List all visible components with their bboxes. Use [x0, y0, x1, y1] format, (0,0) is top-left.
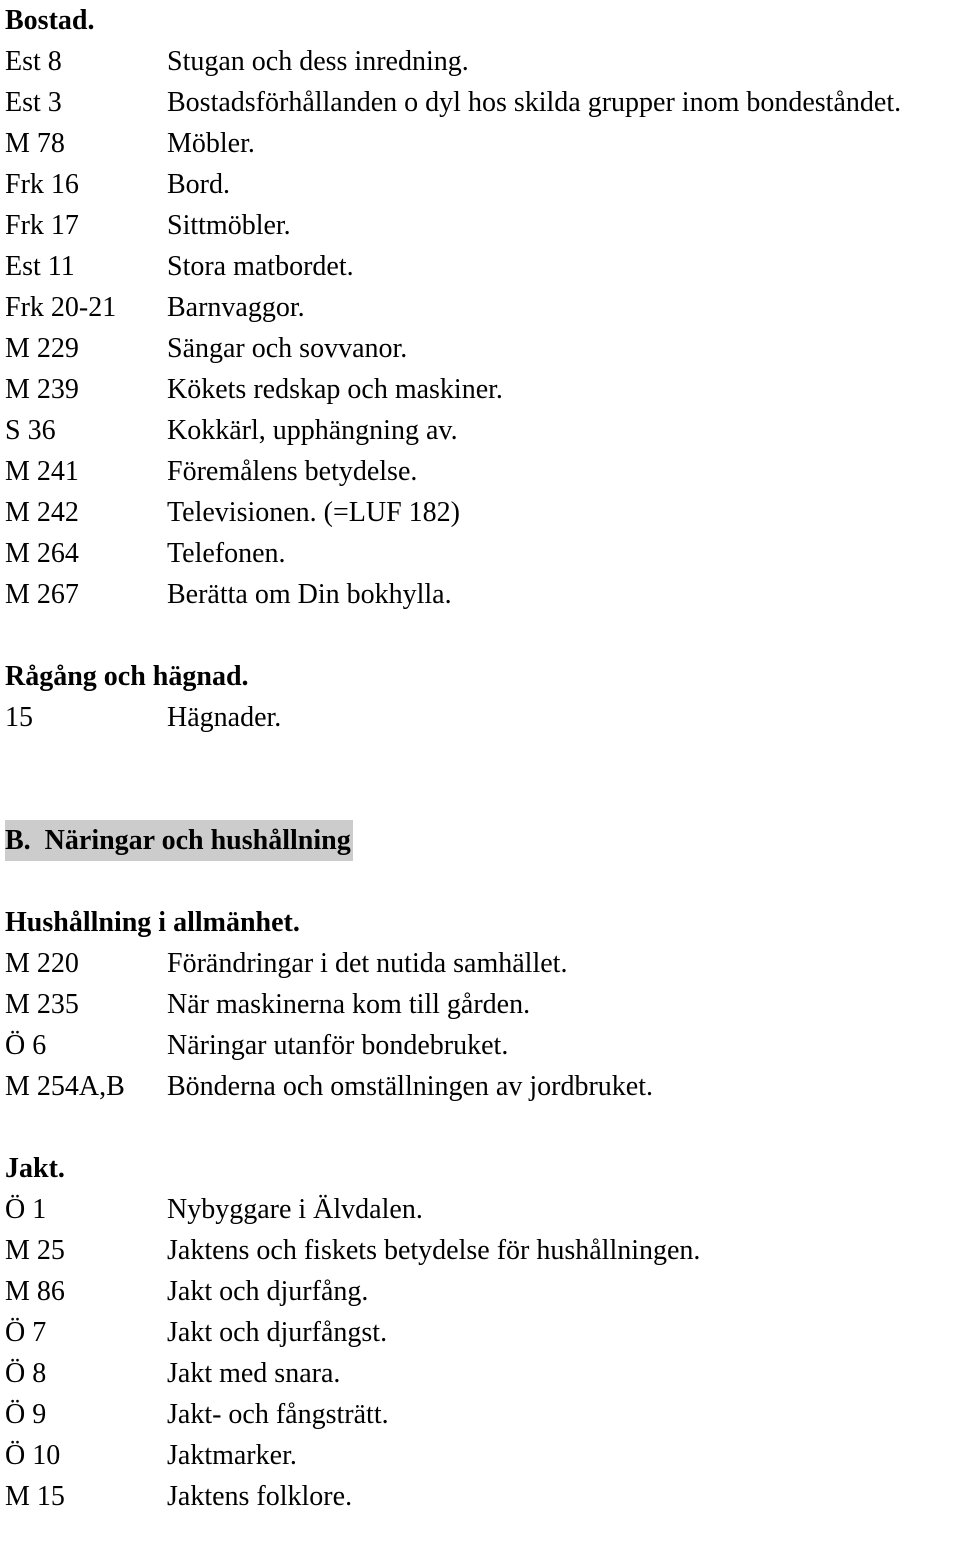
entry-code: Ö 9 — [5, 1399, 47, 1430]
entry-code: M 25 — [5, 1235, 65, 1266]
entry-code: Ö 1 — [5, 1194, 47, 1225]
entry-code: M 220 — [5, 948, 79, 979]
entry-code: Est 8 — [5, 46, 62, 77]
entry-title: Sittmöbler. — [167, 210, 291, 241]
list-item — [5, 492, 955, 533]
entry-code: M 242 — [5, 497, 79, 528]
entry-title: Jakt och djurfångst. — [167, 1317, 388, 1348]
document-page — [5, 0, 955, 1517]
list-item — [5, 82, 955, 123]
entry-title: Stora matbordet. — [167, 251, 354, 282]
entry-code: M 15 — [5, 1481, 65, 1512]
list-item — [5, 943, 955, 984]
bostad-list — [5, 41, 955, 615]
list-item — [5, 574, 955, 615]
entry-code: Frk 17 — [5, 210, 79, 241]
entry-title: Telefonen. — [167, 538, 286, 569]
entry-code: Frk 20-21 — [5, 292, 117, 323]
spacer — [5, 738, 955, 820]
entry-title: Berätta om Din bokhylla. — [167, 579, 452, 610]
entry-code: M 241 — [5, 456, 79, 487]
list-item — [5, 369, 955, 410]
entry-title: Stugan och dess inredning. — [167, 46, 469, 77]
list-item — [5, 1189, 955, 1230]
entry-code: Frk 16 — [5, 169, 79, 200]
list-item — [5, 164, 955, 205]
entry-code: Ö 7 — [5, 1317, 47, 1348]
list-item — [5, 1394, 955, 1435]
entry-code: Est 11 — [5, 251, 75, 282]
list-item — [5, 1025, 955, 1066]
spacer — [5, 1107, 955, 1148]
entry-title: Föremålens betydelse. — [167, 456, 418, 487]
bostad-heading: Bostad. — [5, 5, 95, 36]
entry-title: Sängar och sovvanor. — [167, 333, 408, 364]
entry-code: M 264 — [5, 538, 79, 569]
section-b-heading: B. Näringar och hushållning — [5, 820, 353, 861]
list-item — [5, 287, 955, 328]
list-item — [5, 205, 955, 246]
list-item — [5, 123, 955, 164]
entry-title: Televisionen. (=LUF 182) — [167, 497, 461, 528]
list-item — [5, 410, 955, 451]
spacer — [5, 615, 955, 656]
entry-code: S 36 — [5, 415, 56, 446]
list-item — [5, 1476, 955, 1517]
entry-title: Bord. — [167, 169, 230, 200]
ragang-heading: Rågång och hägnad. — [5, 661, 249, 692]
list-item — [5, 533, 955, 574]
list-item — [5, 41, 955, 82]
entry-title: Barnvaggor. — [167, 292, 305, 323]
entry-title: Bönderna och omställningen av jordbruket. — [167, 1071, 653, 1102]
hushallning-list — [5, 943, 955, 1107]
entry-code: M 254A,B — [5, 1071, 125, 1102]
list-item — [5, 1230, 955, 1271]
entry-code: Est 3 — [5, 87, 62, 118]
entry-code: Ö 6 — [5, 1030, 47, 1061]
jakt-list — [5, 1189, 955, 1517]
entry-title: Möbler. — [167, 128, 255, 159]
section-b-wrap — [5, 820, 955, 861]
entry-title: Jaktmarker. — [167, 1440, 297, 1471]
entry-title: Förändringar i det nutida samhället. — [167, 948, 568, 979]
entry-code: M 267 — [5, 579, 79, 610]
list-item — [5, 1312, 955, 1353]
hushallning-heading: Hushållning i allmänhet. — [5, 907, 300, 938]
entry-title: Kokkärl, upphängning av. — [167, 415, 458, 446]
list-item — [5, 328, 955, 369]
ragang-list — [5, 697, 955, 738]
list-item — [5, 1353, 955, 1394]
entry-code: 15 — [5, 702, 33, 733]
entry-title: Jaktens och fiskets betydelse för hushållningen. — [167, 1235, 701, 1266]
entry-title: Jakt- och fångsträtt. — [167, 1399, 389, 1430]
entry-title: Kökets redskap och maskiner. — [167, 374, 503, 405]
entry-title: När maskinerna kom till gården. — [167, 989, 531, 1020]
list-item — [5, 246, 955, 287]
list-item — [5, 1066, 955, 1107]
entry-code: M 78 — [5, 128, 65, 159]
entry-code: M 86 — [5, 1276, 65, 1307]
list-item — [5, 1435, 955, 1476]
entry-title: Näringar utanför bondebruket. — [167, 1030, 509, 1061]
entry-title: Bostadsförhållanden o dyl hos skilda grupper inom bondeståndet. — [167, 87, 902, 118]
entry-code: M 235 — [5, 989, 79, 1020]
list-item — [5, 697, 955, 738]
entry-code: Ö 8 — [5, 1358, 47, 1389]
entry-title: Jakt med snara. — [167, 1358, 341, 1389]
entry-code: Ö 10 — [5, 1440, 61, 1471]
entry-title: Jakt och djurfång. — [167, 1276, 369, 1307]
jakt-heading: Jakt. — [5, 1153, 65, 1184]
entry-title: Nybyggare i Älvdalen. — [167, 1194, 423, 1225]
list-item — [5, 984, 955, 1025]
list-item — [5, 1271, 955, 1312]
entry-code: M 239 — [5, 374, 79, 405]
spacer — [5, 861, 955, 902]
entry-code: M 229 — [5, 333, 79, 364]
list-item — [5, 451, 955, 492]
entry-title: Jaktens folklore. — [167, 1481, 353, 1512]
entry-title: Hägnader. — [167, 702, 282, 733]
